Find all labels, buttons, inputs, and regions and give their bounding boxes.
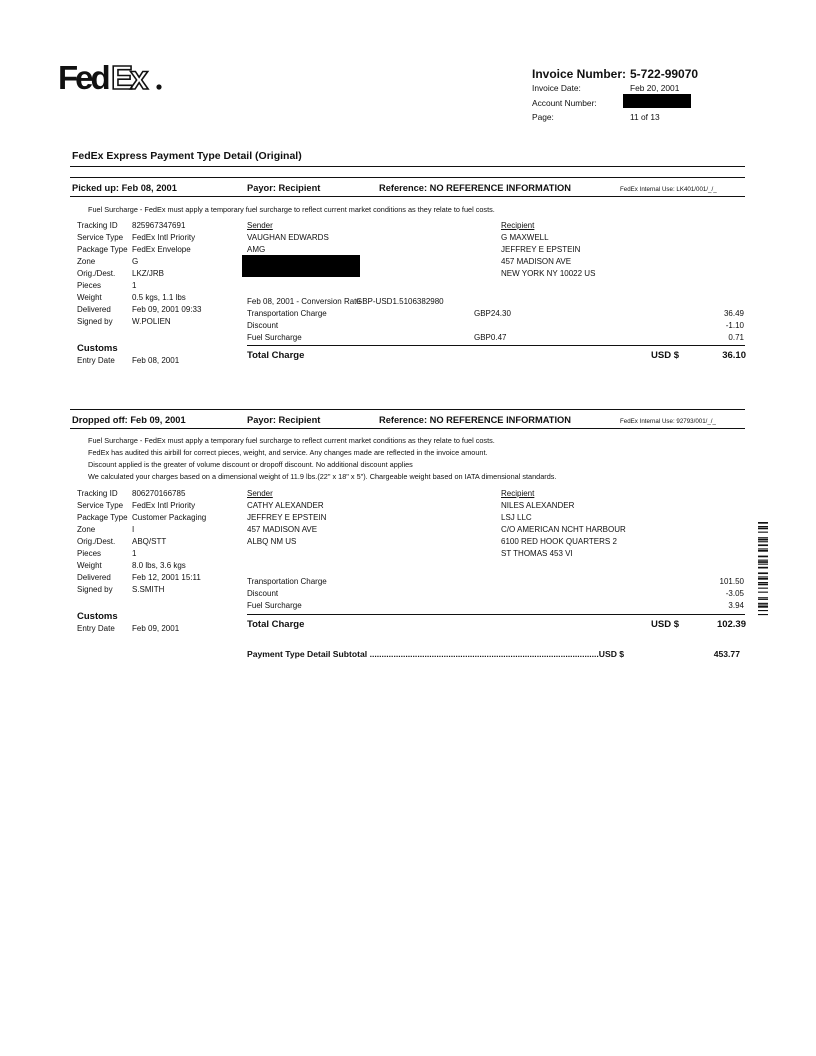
shipment-2-signed-by: S.SMITH [132, 585, 165, 594]
shipment-1-reference: Reference: NO REFERENCE INFORMATION [379, 183, 571, 193]
shipment-2-recipient-line: C/O AMERICAN NCHT HARBOUR [501, 525, 626, 534]
shipment-2-total-label: Total Charge [247, 619, 305, 630]
shipment-2-top-rule [70, 409, 745, 410]
shipment-2-pieces-label: Pieces [77, 549, 102, 558]
shipment-2-tracking-id: 806270166785 [132, 489, 186, 498]
shipment-1-total-rule [247, 345, 745, 346]
shipment-2-note: Discount applied is the greater of volume discount or dropoff discount. No additional discount applies [88, 460, 413, 469]
shipment-2-total-amount: 102.39 [716, 619, 746, 630]
shipment-2-reference: Reference: NO REFERENCE INFORMATION [379, 415, 571, 425]
shipment-1-note: Fuel Surcharge - FedEx must apply a temporary fuel surcharge to reflect current market conditions as they relate to fuel costs. [88, 205, 495, 214]
shipment-2-zone-label: Zone [77, 525, 96, 534]
barcode-bar [758, 564, 768, 565]
barcode-bar [758, 528, 768, 530]
barcode-bar [758, 597, 768, 598]
barcode-bar [758, 556, 768, 558]
subtotal-amount: 453.77 [713, 649, 740, 659]
shipment-1-discount-amount: -1.10 [725, 321, 744, 330]
fedex-logo-text-fed: Fed [58, 59, 108, 94]
shipment-2-package-label: Package Type [77, 513, 128, 522]
shipment-2-payor: Payor: Recipient [247, 415, 321, 425]
shipment-1-pieces-label: Pieces [77, 281, 102, 290]
shipment-1-weight: 0.5 kgs, 1.1 lbs [132, 293, 186, 302]
shipment-2-package-type: Customer Packaging [132, 513, 207, 522]
barcode-bar [758, 561, 768, 563]
shipment-2-recipient-heading: Recipient [501, 489, 535, 498]
fedex-logo-dot [156, 84, 161, 89]
barcode-bar [758, 544, 768, 546]
barcode-bar [758, 522, 768, 524]
shipment-2-pieces: 1 [132, 549, 137, 558]
shipment-1-signedby-label: Signed by [77, 317, 113, 326]
shipment-2-fuel-amount: 3.94 [728, 601, 744, 610]
shipment-1-recipient-line: JEFFREY E EPSTEIN [501, 245, 581, 254]
barcode-bar [758, 588, 768, 589]
barcode-bar [758, 572, 768, 574]
section-title: FedEx Express Payment Type Detail (Original) [72, 150, 302, 162]
barcode-bar [758, 582, 768, 583]
shipment-1-total-currency: USD $ [651, 350, 679, 361]
shipment-1-conversion-rate: GBP-USD1.5106382980 [356, 297, 444, 306]
shipment-1-header-rule [70, 196, 745, 197]
shipment-2-weight-label: Weight [77, 561, 102, 570]
invoice-number-label: Invoice Number: [532, 67, 627, 81]
shipment-2-delivered-label: Delivered [77, 573, 111, 582]
shipment-2-total-rule [247, 614, 745, 615]
section-title-rule [70, 166, 745, 167]
shipment-2-sender-line: CATHY ALEXANDER [247, 501, 324, 510]
shipment-1-customs-heading: Customs [77, 343, 118, 354]
shipment-2-dropoff-date: Dropped off: Feb 09, 2001 [72, 415, 186, 425]
shipment-2-weight: 8.0 lbs, 3.6 kgs [132, 561, 186, 570]
shipment-1-fuel-label: Fuel Surcharge [247, 333, 302, 342]
barcode-bar [758, 610, 768, 611]
shipment-1-total-amount: 36.10 [722, 350, 746, 361]
shipment-2-transportation-amount: 101.50 [719, 577, 744, 586]
shipment-1-service-label: Service Type [77, 233, 124, 242]
shipment-1-tracking-label: Tracking ID [77, 221, 118, 230]
shipment-1-recipient-line: NEW YORK NY 10022 US [501, 269, 596, 278]
account-number-label: Account Number: [532, 98, 597, 108]
shipment-2-sender-line: 457 MADISON AVE [247, 525, 318, 534]
shipment-2-note: FedEx has audited this airbill for correct pieces, weight, and service. Any changes made are reflected in the invoice amount. [88, 448, 488, 457]
invoice-date: Feb 20, 2001 [630, 83, 680, 93]
shipment-1-transportation-label: Transportation Charge [247, 309, 327, 318]
barcode-bar [758, 603, 768, 604]
shipment-1-top-rule [70, 177, 745, 178]
shipment-2-total-currency: USD $ [651, 619, 679, 630]
shipment-2-service-type: FedEx Intl Priority [132, 501, 196, 510]
shipment-1-sender-line: AMG [247, 245, 266, 254]
shipment-2-recipient-line: 6100 RED HOOK QUARTERS 2 [501, 537, 617, 546]
barcode-bar [758, 539, 768, 541]
barcode-bar [758, 578, 768, 580]
shipment-1-entry-date-label: Entry Date [77, 356, 115, 365]
barcode-bar [758, 560, 768, 561]
shipment-1-discount-label: Discount [247, 321, 279, 330]
shipment-2-transportation-label: Transportation Charge [247, 577, 327, 586]
shipment-2-service-label: Service Type [77, 501, 124, 510]
account-number-redaction [623, 94, 691, 108]
shipment-1-pieces: 1 [132, 281, 137, 290]
shipment-1-tracking-id: 825967347691 [132, 221, 186, 230]
shipment-1-total-label: Total Charge [247, 350, 305, 361]
barcode-bar [758, 592, 768, 593]
shipment-1-sender-redaction [242, 255, 360, 277]
shipment-1-delivered-label: Delivered [77, 305, 111, 314]
page-number: 11 of 13 [630, 112, 660, 122]
shipment-2-orig-dest: ABQ/STT [132, 537, 167, 546]
shipment-1-package-type: FedEx Envelope [132, 245, 191, 254]
barcode-icon [758, 522, 768, 622]
barcode-bar [758, 599, 768, 600]
barcode-bar [758, 541, 768, 542]
fedex-logo-text-ex: Ex [111, 59, 146, 94]
shipment-1-fuel-foreign: GBP0.47 [474, 333, 507, 342]
shipment-1-delivered: Feb 09, 2001 09:33 [132, 305, 202, 314]
shipment-1-payor: Payor: Recipient [247, 183, 321, 193]
barcode-bar [758, 584, 768, 586]
shipment-2-note: We calculated your charges based on a dimensional weight of 11.9 lbs.(22" x 18" x 5"). Chargeable weight based on IATA dimensional standards. [88, 472, 557, 481]
shipment-2-sender-heading: Sender [247, 489, 273, 498]
shipment-2-zone: I [132, 525, 135, 534]
shipment-2-discount-label: Discount [247, 589, 279, 598]
shipment-1-package-label: Package Type [77, 245, 128, 254]
barcode-bar [758, 526, 768, 527]
shipment-1-fuel-amount: 0.71 [728, 333, 744, 342]
barcode-bar [758, 567, 768, 569]
barcode-bar [758, 606, 768, 608]
shipment-1-origdest-label: Orig./Dest. [77, 269, 116, 278]
shipment-2-entry-date: Feb 09, 2001 [132, 624, 180, 633]
fedex-logo-mark [58, 58, 166, 94]
shipment-2-customs-heading: Customs [77, 611, 118, 622]
shipment-2-signedby-label: Signed by [77, 585, 113, 594]
shipment-2-origdest-label: Orig./Dest. [77, 537, 116, 546]
invoice-date-label: Invoice Date: [532, 83, 581, 93]
shipment-1-sender-line: VAUGHAN EDWARDS [247, 233, 329, 242]
shipment-2-recipient-line: LSJ LLC [501, 513, 532, 522]
shipment-2-note: Fuel Surcharge - FedEx must apply a temporary fuel surcharge to reflect current market conditions as they relate to fuel costs. [88, 436, 495, 445]
barcode-bar [758, 532, 768, 533]
page-label: Page: [532, 112, 554, 122]
barcode-bar [758, 576, 768, 577]
shipment-1-service-type: FedEx Intl Priority [132, 233, 196, 242]
shipment-2-sender-line: ALBQ NM US [247, 537, 297, 546]
shipment-1-internal-use: FedEx Internal Use: LK401/001/_/_ [620, 186, 717, 193]
fedex-logo [58, 58, 166, 96]
shipment-1-transportation-amount: 36.49 [723, 309, 744, 318]
shipment-2-tracking-label: Tracking ID [77, 489, 118, 498]
shipment-1-sender-heading: Sender [247, 221, 273, 230]
barcode-bar [758, 548, 768, 549]
shipment-1-zone-label: Zone [77, 257, 96, 266]
shipment-1-recipient-line: 457 MADISON AVE [501, 257, 572, 266]
shipment-2-internal-use: FedEx Internal Use: 92793/001/_/_ [620, 418, 716, 425]
barcode-bar [758, 550, 768, 552]
barcode-bar [758, 537, 768, 538]
shipment-2-entry-date-label: Entry Date [77, 624, 115, 633]
shipment-2-recipient-line: NILES ALEXANDER [501, 501, 575, 510]
shipment-1-signed-by: W.POLIEN [132, 317, 171, 326]
invoice-number: 5-722-99070 [630, 67, 699, 81]
shipment-1-transportation-foreign: GBP24.30 [474, 309, 511, 318]
shipment-2-delivered: Feb 12, 2001 15:11 [132, 573, 201, 582]
shipment-2-fuel-label: Fuel Surcharge [247, 601, 302, 610]
shipment-1-orig-dest: LKZ/JRB [132, 269, 165, 278]
shipment-1-entry-date: Feb 08, 2001 [132, 356, 180, 365]
shipment-1-pickup-date: Picked up: Feb 08, 2001 [72, 183, 177, 193]
shipment-1-recipient-heading: Recipient [501, 221, 535, 230]
barcode-bar [758, 614, 768, 615]
subtotal-label: Payment Type Detail Subtotal ................................................................................................USD $ [247, 649, 625, 659]
barcode-bar [758, 604, 768, 605]
shipment-2-discount-amount: -3.05 [725, 589, 744, 598]
shipment-1-recipient-line: G MAXWELL [501, 233, 549, 242]
shipment-2-recipient-line: ST THOMAS 453 VI [501, 549, 573, 558]
shipment-1-zone: G [132, 257, 139, 266]
shipment-2-sender-line: JEFFREY E EPSTEIN [247, 513, 327, 522]
shipment-1-conversion-text: Feb 08, 2001 - Conversion Rate [247, 297, 361, 306]
shipment-2-header-rule [70, 428, 745, 429]
shipment-1-weight-label: Weight [77, 293, 102, 302]
